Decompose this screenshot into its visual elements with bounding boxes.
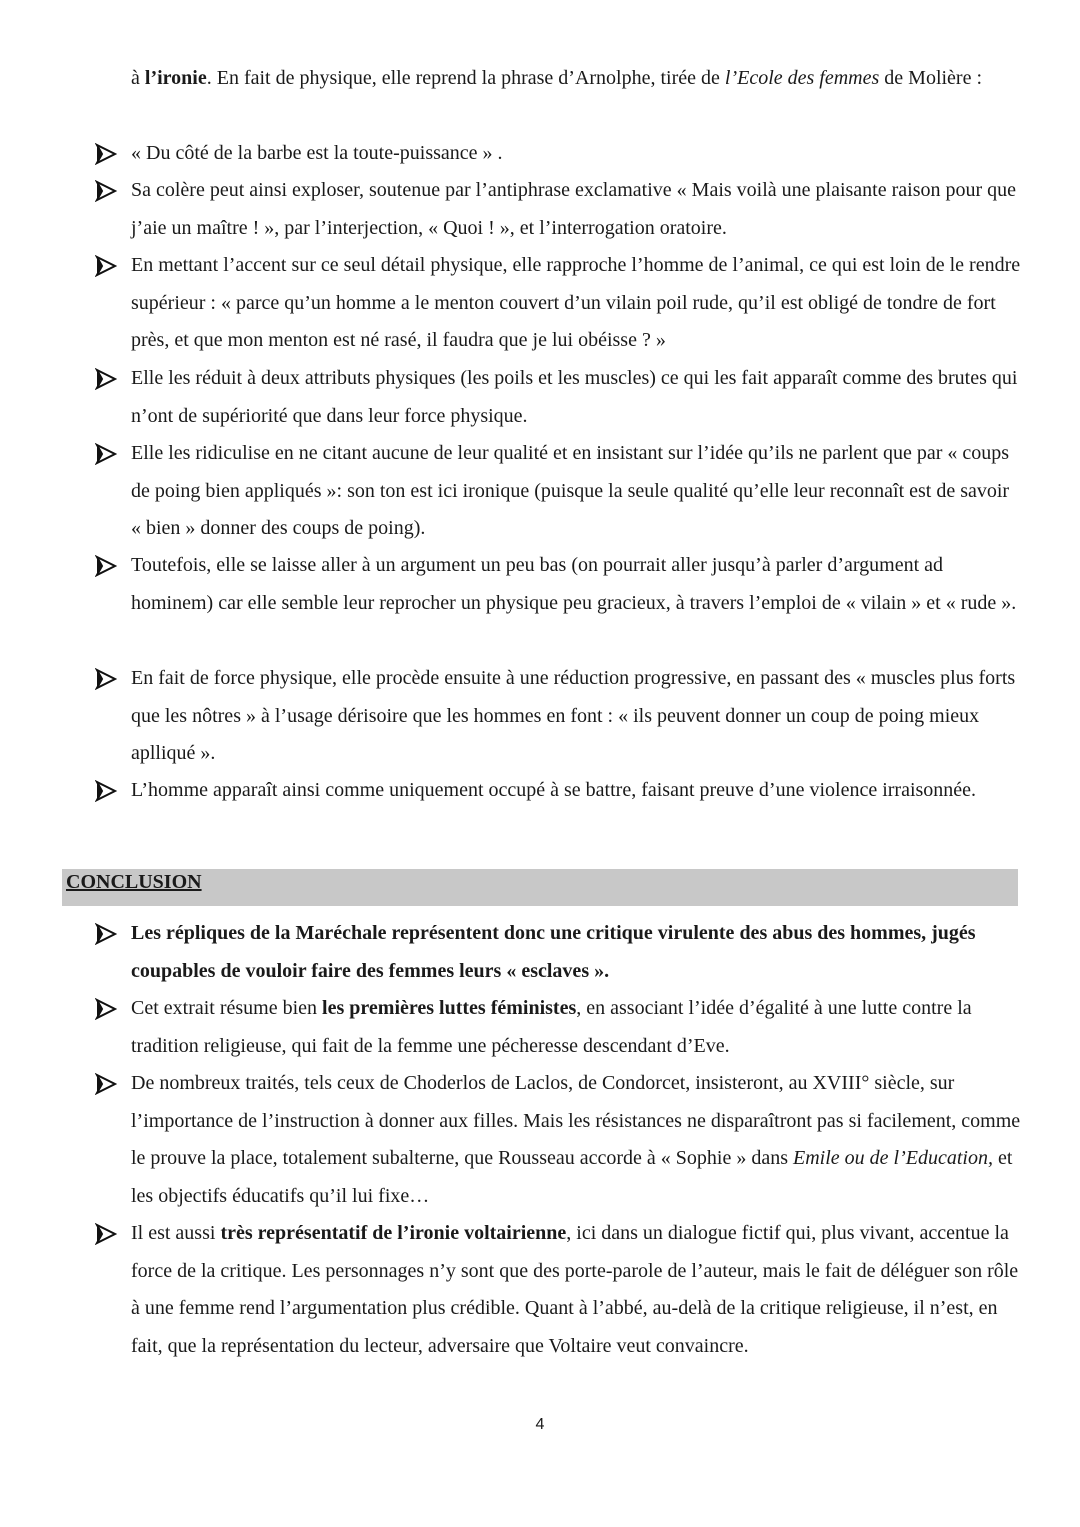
arrow-bullet-icon [95,1223,117,1245]
conclusion-bold-text: les premières luttes féministes [322,997,577,1019]
list-item-text: Elle les réduit à deux attributs physiques (les poils et les muscles) ce qui les fait apparaît comme des brutes qui n’ont de supériorité que dans leur force physique. [131,367,1018,427]
arrow-bullet-icon [95,443,117,465]
arrow-bullet-icon [95,555,117,577]
arrow-bullet-icon [95,143,117,165]
conclusion-item-text [131,915,1021,990]
conclusion-text-post: et les objectifs éducatifs qu’il lui fixe… [131,1147,1013,1207]
list-item-text: En fait de force physique, elle procède ensuite à une réduction progressive, en passant des « muscles plus forts que les nôtres » à l’usage dérisoire que les hommes en font : « ils peuvent donner un coup de poing mieux aplliqué ». [131,667,1016,764]
arrow-bullet-icon [95,255,117,277]
arrow-bullet-icon [95,923,117,945]
intro-bold: l’ironie [144,67,207,89]
list-item-text: L’homme apparaît ainsi comme uniquement occupé à se battre, faisant preuve d’une violence irraisonnée. [131,779,977,801]
intro-text-pre: à [131,67,145,89]
list-item-text: Sa colère peut ainsi exploser, soutenue par l’antiphrase exclamative « Mais voilà une plaisante raison pour que j’aie un maître ! », par l’interjection, « Quoi ! », et l’interrogation oratoire. [131,179,1017,239]
conclusion-text-pre: Il est aussi [131,1222,221,1244]
conclusion-bold-text: Les répliques de la Maréchale représentent donc une critique virulente des abus des hommes, jugés coupables de vouloir faire des femmes leurs « esclaves ». [131,922,976,982]
conclusion-italic-title: Emile ou de l’Education, [793,1147,993,1169]
intro-paragraph [131,60,1021,98]
conclusion-heading: CONCLUSION [66,871,202,893]
conclusion-item-text [131,990,1021,1065]
conclusion-text-pre: De nombreux traités, tels ceux de Choderlos de Laclos, de Condorcet, insisteront, au XVIII° siècle, sur l’importance de l’instruction à donner aux filles. Mais les résistances ne disparaîtront pas si facilement, comme le prouve la place, totalement subalterne, que Rousseau accorde à « Sophie » dans [131,1072,1021,1169]
arrow-bullet-icon [95,668,117,690]
conclusion-text-pre: Cet extrait résume bien [131,997,323,1019]
conclusion-text-post: , en associant l’idée d’égalité à une lutte contre la tradition religieuse, qui fait de la femme une pécheresse descendant d’Eve. [131,997,972,1057]
conclusion-bold-text: très représentatif de l’ironie voltairienne [220,1222,567,1244]
conclusion-heading-bar [62,869,1018,906]
arrow-bullet-icon [95,780,117,802]
page-number: 4 [535,1416,545,1433]
intro-text-mid: . En fait de physique, elle reprend la phrase d’Arnolphe, tirée de [206,67,725,89]
list-item-text: En mettant l’accent sur ce seul détail physique, elle rapproche l’homme de l’animal, ce qui est loin de le rendre supérieur : « parce qu’un homme a le menton couvert d’un vilain poil rude, qu’il est obligé de tondre de fort près, et que mon menton est né rasé, il faudra que je lui obéisse ? » [131,254,1021,351]
intro-italic-title: l’Ecole des femmes [724,67,880,89]
arrow-bullet-icon [95,998,117,1020]
conclusion-item-text [131,1215,1021,1365]
arrow-bullet-icon [95,368,117,390]
list-item-text: « Du côté de la barbe est la toute-puissance » . [131,142,503,164]
arrow-bullet-icon [95,180,117,202]
conclusion-item-text [131,1065,1021,1215]
intro-text-post: de Molière : [879,67,983,89]
conclusion-text-post: , ici dans un dialogue fictif qui, plus vivant, accentue la force de la critique. Les personnages n’y sont que des porte-parole de l’auteur, mais le fait de déléguer son rôle à une femme rend l’argumentation plus crédible. Quant à l’abbé, au-delà de la critique religieuse, il n’est, en fait, que la représentation du lecteur, adversaire que Voltaire veut convaincre. [131,1222,1019,1357]
list-item-text: Elle les ridiculise en ne citant aucune de leur qualité et en insistant sur l’idée qu’ils ne parlent que par « coups de poing bien appliqués »: son ton est ici ironique (puisque la seule qualité qu’elle leur reconnaît est de savoir « bien » donner des coups de poing). [131,442,1010,539]
arrow-bullet-icon [95,1073,117,1095]
list-item-text: Toutefois, elle se laisse aller à un argument un peu bas (on pourrait aller jusqu’à parler d’argument ad hominem) car elle semble leur reprocher un physique peu gracieux, à travers l’emploi de « vilain » et « rude ». [131,554,1017,614]
